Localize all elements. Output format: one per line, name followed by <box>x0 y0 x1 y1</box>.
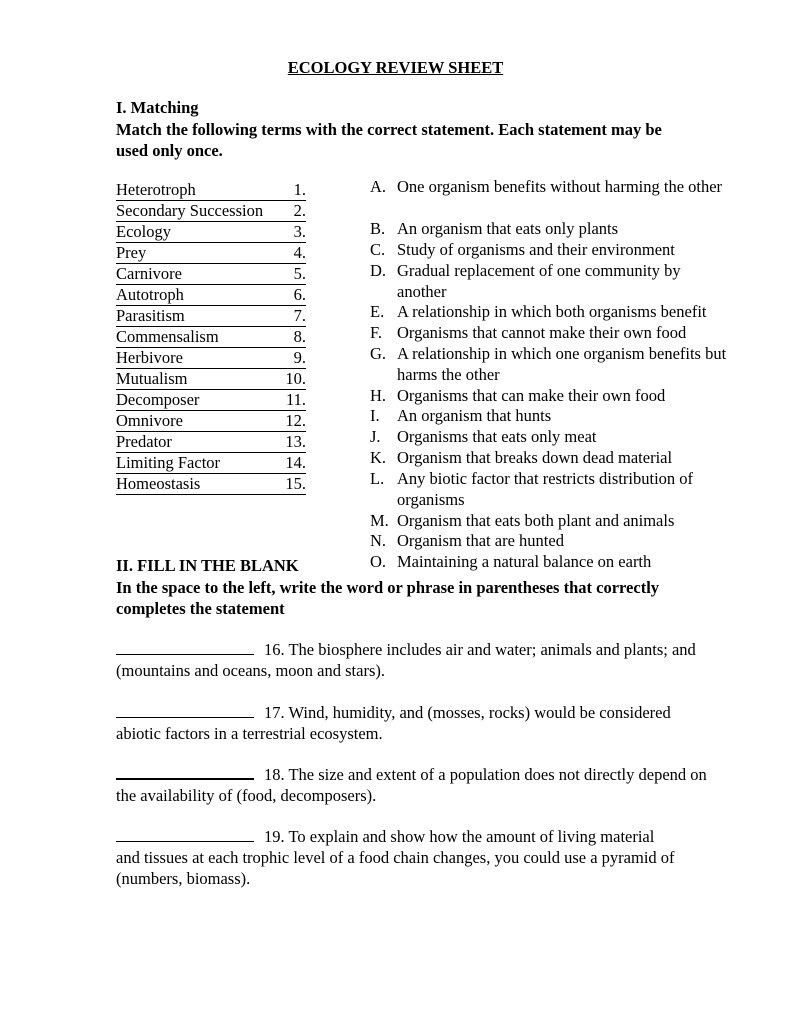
term-row <box>116 180 306 201</box>
answer-blank[interactable] <box>116 703 254 718</box>
statement-text: Organisms that can make their own food <box>397 386 666 405</box>
term-row <box>116 390 306 411</box>
statement-text: Organism that eats both plant and animals <box>397 511 675 530</box>
statement-letter: N. <box>370 531 387 550</box>
term-row <box>116 453 306 474</box>
term-label: Homeostasis <box>116 474 201 493</box>
term-label: Ecology <box>116 222 171 241</box>
statement-text: One organism benefits without harming the other <box>397 177 723 196</box>
question-item <box>116 826 676 889</box>
section1-instructions: Match the following terms with the correct statement. Each statement may be used only once. <box>116 120 662 160</box>
question-item <box>116 764 716 806</box>
statement-letter: G. <box>370 344 387 363</box>
statement-text: Organism that are hunted <box>397 531 564 550</box>
term-row <box>116 306 306 327</box>
statement-text: Organisms that cannot make their own food <box>397 323 687 342</box>
statement-text: Organisms that eats only meat <box>397 427 597 446</box>
term-row <box>116 411 306 432</box>
term-label: Prey <box>116 243 147 262</box>
term-row <box>116 348 306 369</box>
term-row <box>116 222 306 243</box>
term-number: 15. <box>285 474 306 493</box>
statement-letter: H. <box>370 386 387 405</box>
term-label: Decomposer <box>116 390 200 409</box>
statement-letter: F. <box>370 323 382 342</box>
term-number: 10. <box>285 369 306 388</box>
term-number: 11. <box>285 390 306 409</box>
answer-blank[interactable] <box>116 827 254 842</box>
answer-blank[interactable] <box>116 764 254 780</box>
statement-letter: L. <box>370 469 385 488</box>
question-text: 18. The size and extent of a population does not directly depend on the availability of (food, decomposers). <box>116 765 707 805</box>
question-text: 16. The biosphere includes air and water; animals and plants; and (mountains and oceans, moon and stars). <box>116 640 696 680</box>
term-label: Parasitism <box>116 306 185 325</box>
term-number: 6. <box>293 285 306 304</box>
term-row <box>116 432 306 453</box>
term-number: 4. <box>293 243 306 262</box>
term-label: Herbivore <box>116 348 183 367</box>
term-row <box>116 243 306 264</box>
statement-letter: E. <box>370 302 385 321</box>
term-row <box>116 201 306 222</box>
term-number: 9. <box>293 348 306 367</box>
page-title: ECOLOGY REVIEW SHEET <box>287 58 504 77</box>
section2-instructions: In the space to the left, write the word or phrase in parentheses that correctly completes the statement <box>116 578 660 618</box>
statement-letter: K. <box>370 448 387 467</box>
statement-text: Gradual replacement of one community by another <box>397 261 681 301</box>
term-number: 12. <box>285 411 306 430</box>
section1-heading: I. Matching <box>116 98 199 117</box>
statement-letter: I. <box>370 406 380 425</box>
term-number: 14. <box>285 453 306 472</box>
statement-letter: O. <box>370 552 387 571</box>
statement-letter: J. <box>370 427 381 446</box>
term-row <box>116 474 306 495</box>
statement-letter: M. <box>370 511 389 530</box>
statement-letter: C. <box>370 240 386 259</box>
statement-text: Any biotic factor that restricts distribution of organisms <box>397 469 694 509</box>
question-item <box>116 702 716 744</box>
statement-text: Maintaining a natural balance on earth <box>397 552 652 571</box>
statement-letter: B. <box>370 219 386 238</box>
term-row <box>116 264 306 285</box>
question-text: 19. To explain and show how the amount of living material and tissues at each trophic level of a food chain changes, you could use a pyramid of (numbers, biomass). <box>116 827 675 888</box>
statement-letter: A. <box>370 177 387 196</box>
statement-text: An organism that eats only plants <box>397 219 619 238</box>
term-row <box>116 369 306 390</box>
term-label: Limiting Factor <box>116 453 221 472</box>
term-label: Secondary Succession <box>116 201 264 220</box>
term-number: 2. <box>293 201 306 220</box>
term-number: 3. <box>293 222 306 241</box>
section2-heading: II. FILL IN THE BLANK <box>116 556 299 575</box>
answer-blank[interactable] <box>116 640 254 655</box>
term-number: 5. <box>293 264 306 283</box>
term-row <box>116 285 306 306</box>
statement-text: A relationship in which one organism benefits but harms the other <box>397 344 727 384</box>
term-label: Predator <box>116 432 172 451</box>
statement-text: Study of organisms and their environment <box>397 240 675 259</box>
term-label: Omnivore <box>116 411 183 430</box>
term-label: Mutualism <box>116 369 188 388</box>
question-item <box>116 639 716 681</box>
term-label: Carnivore <box>116 264 182 283</box>
term-number: 13. <box>285 432 306 451</box>
statement-text: Organism that breaks down dead material <box>397 448 673 467</box>
term-label: Heterotroph <box>116 180 196 199</box>
term-row <box>116 327 306 348</box>
statement-text: An organism that hunts <box>397 406 552 425</box>
term-label: Autotroph <box>116 285 184 304</box>
term-label: Commensalism <box>116 327 219 346</box>
term-number: 7. <box>293 306 306 325</box>
term-number: 8. <box>293 327 306 346</box>
question-text: 17. Wind, humidity, and (mosses, rocks) would be considered abiotic factors in a terrestrial ecosystem. <box>116 703 671 743</box>
statement-letter: D. <box>370 261 387 280</box>
statement-text: A relationship in which both organisms benefit <box>397 302 707 321</box>
term-number: 1. <box>293 180 306 199</box>
